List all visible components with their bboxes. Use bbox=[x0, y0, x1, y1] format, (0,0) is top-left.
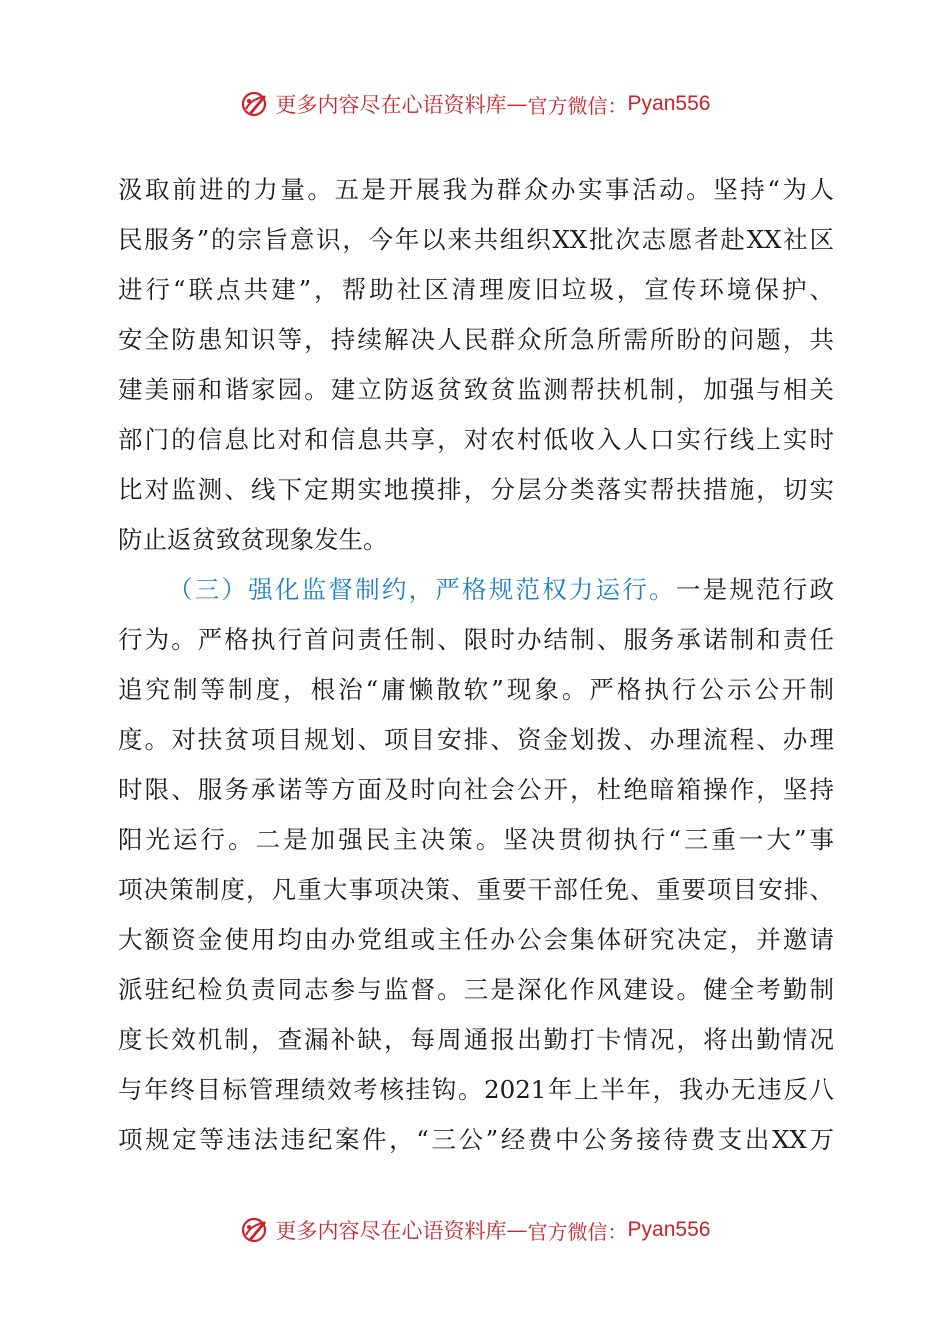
text-line: 进行“联点共建”，帮助社区清理废旧垃圾，宣传环境保护、 bbox=[118, 275, 834, 304]
footer-banner bbox=[0, 1210, 950, 1250]
text-line: 派驻纪检负责同志参与监督。三是深化作风建设。健全考勤制 bbox=[118, 975, 834, 1004]
text-line: 项规定等违法违纪案件，“三公”经费中公务接待费支出XX万 bbox=[118, 1125, 834, 1154]
text-line: 阳光运行。二是加强民主决策。坚决贯彻执行“三重一大”事 bbox=[118, 825, 834, 854]
pen-swirl-logo-icon bbox=[240, 1215, 270, 1245]
text-line: 部门的信息比对和信息共享，对农村低收入人口实行线上实时 bbox=[118, 425, 834, 454]
header-banner bbox=[0, 84, 950, 124]
text-line: 度。对扶贫项目规划、项目安排、资金划拨、办理流程、办理 bbox=[118, 725, 834, 754]
section-heading: （三）强化监督制约，严格规范权力运行。 bbox=[168, 575, 676, 604]
banner-wechat-id: Pyan556 bbox=[627, 92, 711, 115]
text-line: 防止返贫致贫现象发生。 bbox=[118, 525, 388, 554]
text-line: 行为。严格执行首问责任制、限时办结制、服务承诺制和责任 bbox=[118, 625, 834, 654]
banner-wechat-id: Pyan556 bbox=[627, 1218, 711, 1241]
pen-swirl-logo-icon bbox=[240, 89, 270, 119]
paragraph-1 bbox=[118, 165, 834, 565]
text-line: 时限、服务承诺等方面及时向社会公开，杜绝暗箱操作，坚持 bbox=[118, 775, 834, 804]
text-line: 建美丽和谐家园。建立防返贫致贫监测帮扶机制，加强与相关 bbox=[118, 375, 834, 404]
text-line: 度长效机制，查漏补缺，每周通报出勤打卡情况，将出勤情况 bbox=[118, 1025, 834, 1054]
banner-wechat-label: 官方微信： bbox=[527, 1219, 628, 1244]
text-line: 汲取前进的力量。五是开展我为群众办实事活动。坚持“为人 bbox=[118, 175, 834, 204]
banner-site-text: 更多内容尽在心语资料库 bbox=[275, 93, 507, 117]
text-line: 安全防患知识等，持续解决人民群众所急所需所盼的问题，共 bbox=[118, 325, 834, 354]
banner-wechat-label: 官方微信： bbox=[527, 93, 628, 118]
text-line: 民服务”的宗旨意识，今年以来共组织XX批次志愿者赴XX社区 bbox=[118, 225, 834, 254]
paragraph-2 bbox=[118, 565, 834, 1165]
banner-separator: — bbox=[506, 92, 528, 116]
text-line: 追究制等制度，根治“庸懒散软”现象。严格执行公示公开制 bbox=[118, 675, 834, 704]
banner-separator: — bbox=[506, 1218, 528, 1242]
text-line: 项决策制度，凡重大事项决策、重要干部任免、重要项目安排、 bbox=[118, 875, 834, 904]
text-line: 与年终目标管理绩效考核挂钩。2021年上半年，我办无违反八 bbox=[118, 1075, 834, 1104]
paragraph-first-line bbox=[118, 565, 834, 615]
document-body bbox=[118, 165, 834, 1165]
text-line: 大额资金使用均由办党组或主任办公会集体研究决定，并邀请 bbox=[118, 925, 834, 954]
banner-site-text: 更多内容尽在心语资料库 bbox=[275, 1219, 507, 1243]
text-line: 比对监测、线下定期实地摸排，分层分类落实帮扶措施，切实 bbox=[118, 475, 834, 504]
text-run: 一是规范行政 bbox=[675, 575, 835, 604]
